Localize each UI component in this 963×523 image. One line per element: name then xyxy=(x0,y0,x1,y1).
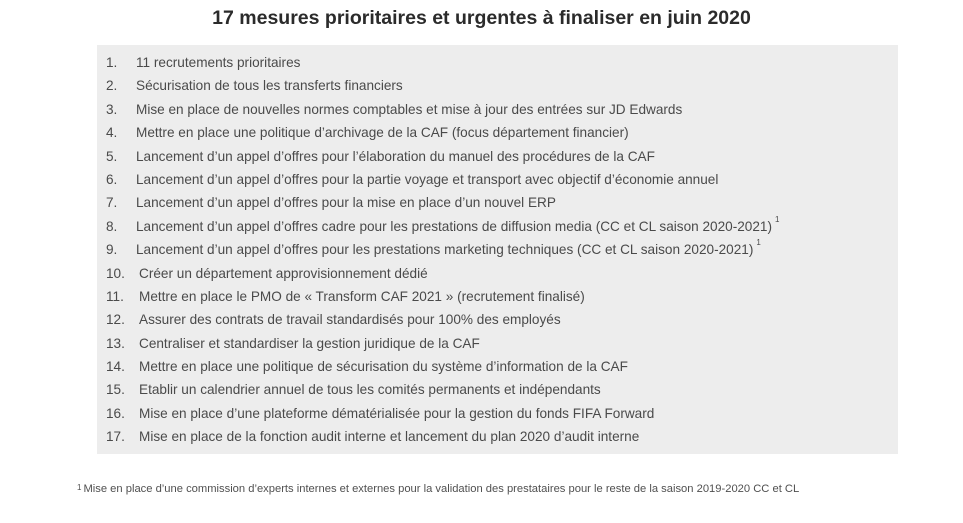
list-item-number: 1. xyxy=(106,55,118,70)
list-item-number: 15. xyxy=(106,382,125,398)
list-item-label: Lancement d’un appel d’offres cadre pour les prestations de diffusion media (CC et CL saison 2020-2021) xyxy=(136,218,773,234)
list-item xyxy=(97,238,898,261)
list-item-label: Lancement d’un appel d’offres pour les prestations marketing techniques (CC et CL saison 2020-2021) xyxy=(136,242,754,258)
list-item-text xyxy=(136,238,761,261)
page-title: 17 mesures prioritaires et urgentes à finaliser en juin 2020 xyxy=(212,7,751,29)
footnote-reference: 1 xyxy=(775,214,780,224)
list-item-label: Mettre en place une politique de sécurisation du système d’information de la CAF xyxy=(139,359,628,375)
list-item-label: Mettre en place une politique d’archivage de la CAF (focus département financier) xyxy=(136,125,629,141)
list-item-text xyxy=(136,51,300,74)
list-item-label: Sécurisation de tous les transferts financiers xyxy=(136,78,403,94)
list-item-number: 6. xyxy=(106,171,118,187)
list-item-label: Créer un département approvisionnement dédié xyxy=(139,265,428,281)
list-item-number: 5. xyxy=(106,148,118,164)
list-item xyxy=(97,191,898,214)
list-item-number: 7. xyxy=(106,195,118,211)
list-item xyxy=(97,378,898,401)
list-item-text xyxy=(136,215,779,238)
list-item-number: 4. xyxy=(106,125,118,141)
list-item-text xyxy=(136,74,403,97)
list-item xyxy=(97,74,898,97)
list-item-number: 3. xyxy=(106,101,118,117)
list-item xyxy=(97,168,898,191)
list-item xyxy=(97,121,898,144)
footnote xyxy=(77,483,799,495)
list-item-label: Mise en place d’une plateforme dématérialisée pour la gestion du fonds FIFA Forward xyxy=(139,405,655,421)
list-item-label: Centraliser et standardiser la gestion juridique de la CAF xyxy=(139,335,480,351)
list-item-label: Assurer des contrats de travail standardisés pour 100% des employés xyxy=(139,312,561,328)
list-item-text xyxy=(136,168,718,191)
list-item-text xyxy=(136,191,556,214)
list-item xyxy=(97,262,898,285)
list-item-text xyxy=(139,332,480,355)
list-item xyxy=(97,332,898,355)
list-item-text xyxy=(139,308,561,331)
list-item xyxy=(97,355,898,378)
list-item-label: Mise en place de la fonction audit interne et lancement du plan 2020 d’audit interne xyxy=(139,429,640,445)
list-item-text xyxy=(139,285,585,308)
list-item-label: Etablir un calendrier annuel de tous les comités permanents et indépendants xyxy=(139,382,601,398)
list-item-text xyxy=(136,145,655,168)
list-item-label: Lancement d’un appel d’offres pour la partie voyage et transport avec objectif d’économie annuel xyxy=(136,171,719,187)
list-item-number: 2. xyxy=(106,78,118,94)
list-item-label: 11 recrutements prioritaires xyxy=(136,55,301,70)
list-item xyxy=(97,402,898,425)
measures-panel xyxy=(97,45,898,454)
list-item-label: Mettre en place le PMO de « Transform CAF 2021 » (recrutement finalisé) xyxy=(139,288,585,304)
list-item-number: 17. xyxy=(106,429,125,445)
list-item-text xyxy=(139,378,601,401)
list-item-text xyxy=(139,355,628,378)
list-item xyxy=(97,425,898,448)
list-item-label: Mise en place de nouvelles normes comptables et mise à jour des entrées sur JD Edwards xyxy=(136,101,683,117)
footnote-text: Mise en place d’une commission d’experts internes et externes pour la validation des prestataires pour le reste de la saison 2019-2020 CC et CL xyxy=(83,483,800,495)
list-item-text xyxy=(139,262,428,285)
footnote-marker: 1 xyxy=(77,483,82,492)
list-item-label: Lancement d’un appel d’offres pour l’élaboration du manuel des procédures de la CAF xyxy=(136,148,655,164)
list-item-number: 9. xyxy=(106,242,118,258)
list-item-number: 13. xyxy=(106,335,125,351)
list-item xyxy=(97,98,898,121)
list-item-number: 8. xyxy=(106,218,118,234)
list-item xyxy=(97,145,898,168)
list-item-number: 12. xyxy=(106,312,125,328)
list-item-text xyxy=(136,121,629,144)
measures-list xyxy=(97,51,898,449)
list-item xyxy=(97,308,898,331)
list-item-number: 16. xyxy=(106,405,125,421)
list-item xyxy=(97,285,898,308)
list-item-text xyxy=(136,98,682,121)
list-item-number: 11. xyxy=(106,288,124,304)
list-item xyxy=(97,51,898,74)
list-item-number: 14. xyxy=(106,359,125,375)
list-item-number: 10. xyxy=(106,265,125,281)
footnote-reference: 1 xyxy=(756,238,761,248)
list-item-label: Lancement d’un appel d’offres pour la mise en place d’un nouvel ERP xyxy=(136,195,556,211)
list-item-text xyxy=(139,425,639,448)
list-item xyxy=(97,215,898,238)
list-item-text xyxy=(139,402,654,425)
